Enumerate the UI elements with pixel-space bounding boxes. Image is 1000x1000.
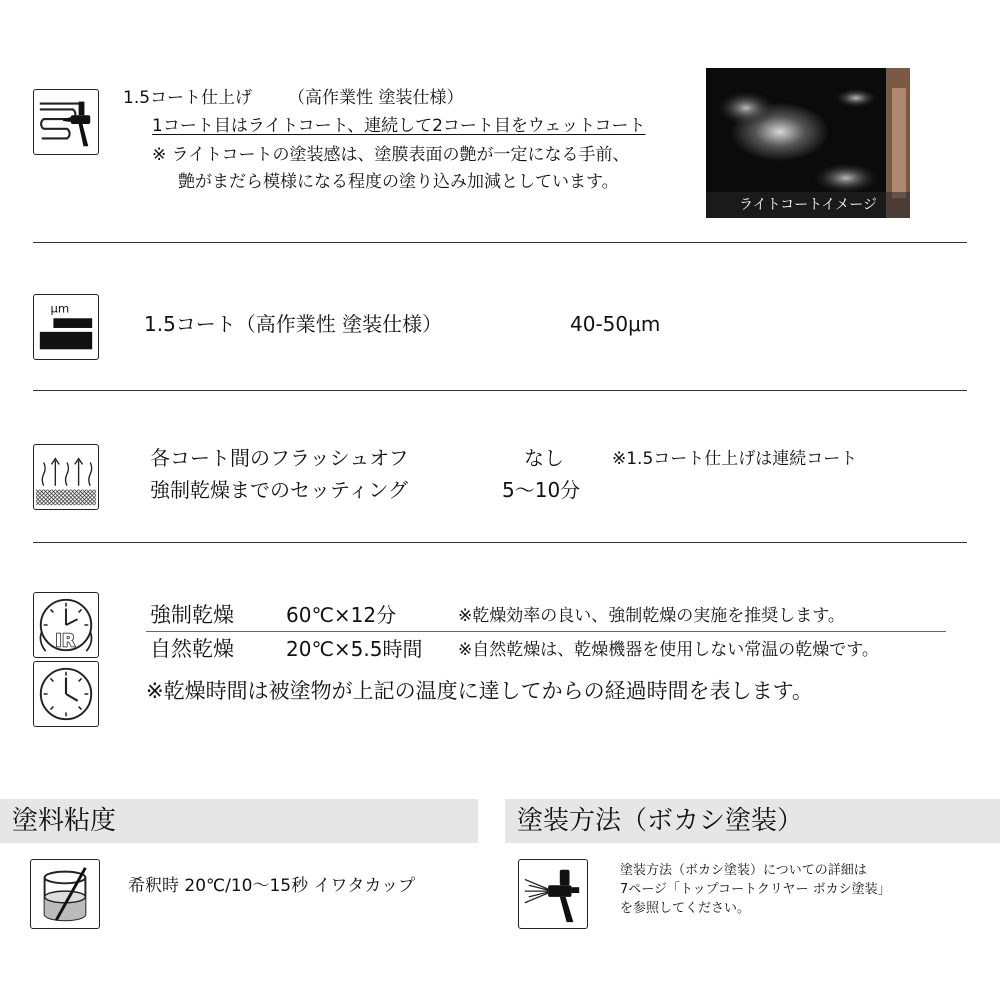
dry-footnote: ※乾燥時間は被塗物が上記の温度に達してからの経過時間を表します。 [146, 679, 813, 703]
icon-unit-label: μm [50, 301, 70, 316]
setting-value: 5～10分 [502, 478, 581, 502]
flash-off-note: ※1.5コート仕上げは連続コート [612, 449, 858, 469]
coating-sequence-text: 1コート目はライトコート、連続して2コート目をウェットコート [152, 116, 646, 136]
ir-clock-icon [33, 592, 99, 658]
divider [33, 542, 967, 543]
method-line2: 7ページ「トップコートクリヤー ボカシ塗装」 [620, 882, 891, 897]
flash-off-icon [33, 444, 99, 510]
method-line1: 塗装方法（ボカシ塗装）についての詳細は [620, 863, 867, 878]
flash-off-label: 各コート間のフラッシュオフ [150, 446, 409, 470]
thickness-label: 1.5コート（高作業性 塗装仕様） [144, 312, 443, 336]
dry-row-divider [146, 631, 946, 632]
light-coat-photo [706, 68, 910, 218]
method-line3: を参照してください。 [620, 901, 751, 916]
natural-dry-value: 20℃×5.5時間 [286, 637, 423, 661]
forced-dry-label: 強制乾燥 [150, 603, 234, 627]
natural-dry-note: ※自然乾燥は、乾燥機器を使用しない常温の乾燥です。 [458, 640, 879, 660]
coating-note-line2: 艶がまだら模様になる程度の塗り込み加減としています。 [178, 172, 619, 192]
natural-dry-label: 自然乾燥 [150, 637, 234, 661]
film-thickness-icon [33, 294, 99, 360]
method-heading: 塗装方法（ボカシ塗装） [505, 799, 1000, 843]
viscosity-heading: 塗料粘度 [0, 799, 478, 843]
spray-gun-icon [33, 89, 99, 155]
spray-method-icon [518, 859, 588, 929]
viscosity-cup-icon [30, 859, 100, 929]
photo-caption: ライトコートイメージ [706, 192, 910, 218]
setting-label: 強制乾燥までのセッティング [150, 478, 408, 502]
coating-note-line1: ※ ライトコートの塗装感は、塗膜表面の艶が一定になる手前、 [152, 145, 630, 165]
flash-off-value: なし [524, 446, 564, 470]
divider [33, 242, 967, 243]
thickness-value: 40-50μm [570, 312, 661, 336]
ir-label: IR [55, 631, 76, 652]
divider [33, 390, 967, 391]
clock-icon [33, 661, 99, 727]
forced-dry-value: 60℃×12分 [286, 603, 397, 627]
viscosity-text: 希釈時 20℃/10～15秒 イワタカップ [128, 876, 416, 896]
coating-title-note: （高作業性 塗装仕様） [288, 88, 464, 108]
coating-title: 1.5コート仕上げ [123, 88, 253, 108]
forced-dry-note: ※乾燥効率の良い、強制乾燥の実施を推奨します。 [458, 606, 845, 626]
